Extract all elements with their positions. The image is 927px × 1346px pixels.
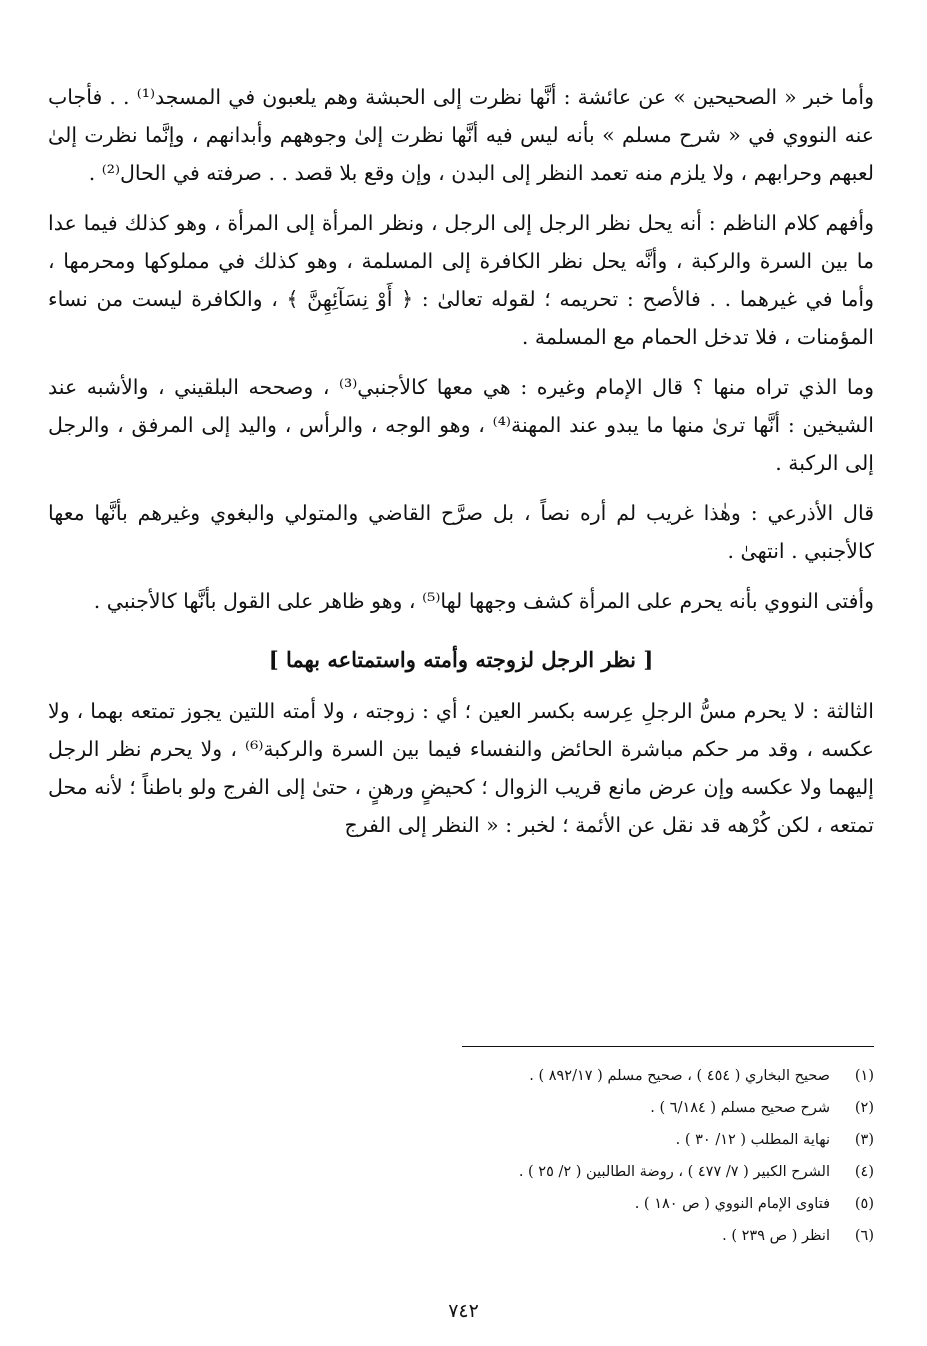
footnote-1: [374, 1060, 874, 1092]
footnote-text: شرح صحيح مسلم ( ٦/١٨٤ ) .: [650, 1100, 830, 1116]
footnotes: [374, 1060, 874, 1252]
footnote-text: فتاوى الإمام النووي ( ص ١٨٠ ) .: [634, 1196, 830, 1212]
footnote-text: صحيح البخاري ( ٤٥٤ ) ، صحيح مسلم ( ٨٩٢/١٧ ) .: [529, 1068, 830, 1084]
footnote-divider: [462, 1046, 874, 1047]
footnote-5: [374, 1188, 874, 1220]
footnote-number: (٦): [854, 1228, 874, 1244]
paragraph-3: وما الذي تراه منها ؟ قال الإمام وغيره : هي معها كالأجنبي⁽³⁾ ، وصححه البلقيني ، والأشبه عند الشيخين : أنَّها ترىٰ منها ما يبدو عند المهنة⁽⁴⁾ ، وهو الوجه ، والرأس ، واليد إلى المرفق ، والرجل إلى الركبة .: [48, 375, 874, 475]
footnote-3: [374, 1124, 874, 1156]
footnote-number: (٣): [854, 1132, 874, 1148]
paragraph-4: قال الأذرعي : وهٰذا غريب لم أره نصاً ، بل صرَّح القاضي والمتولي والبغوي وغيرهم بأنَّها معها كالأجنبي . انتهىٰ .: [48, 501, 874, 563]
paragraph-5: وأفتى النووي بأنه يحرم على المرأة كشف وجهها لها⁽⁵⁾ ، وهو ظاهر على القول بأنَّها كالأجنبي .: [93, 589, 874, 613]
section-heading: [ نظر الرجل لزوجته وأمته واستمتاعه بهما ]: [268, 647, 654, 672]
footnote-number: (١): [854, 1068, 874, 1084]
paragraph-6: الثالثة : لا يحرم مسُّ الرجلِ عِرسه بكسر العين ؛ أي : زوجته ، ولا أمته اللتين يجوز تمتعه بهما ، ولا عكسه ، وقد مر حكم مباشرة الحائض والنفساء فيما بين السرة والركبة⁽⁶⁾ ، ولا يحرم نظر الرجل إليهما ولا عكسه وإن عرض مانع قريب الزوال ؛ كحيضٍ ورهنٍ ، حتىٰ إلى الفرج ولو باطناً ؛ لأنه محل تمتعه ، لكن كُرْهه قد نقل عن الأئمة ؛ لخبر : « النظر إلى الفرج: [48, 699, 874, 837]
footnote-number: (٤): [854, 1164, 874, 1180]
footnote-text: الشرح الكبير ( ٧/ ٤٧٧ ) ، روضة الطالبين ( ٢/ ٢٥ ) .: [518, 1164, 830, 1180]
footnote-number: (٥): [854, 1196, 874, 1212]
footnote-text: انظر ( ص ٢٣٩ ) .: [722, 1228, 830, 1244]
footnote-text: نهاية المطلب ( ١٢/ ٣٠ ) .: [675, 1132, 830, 1148]
page-body: [48, 78, 874, 856]
footnote-2: [374, 1092, 874, 1124]
footnote-number: (٢): [854, 1100, 874, 1116]
paragraph-2: وأفهم كلام الناظم : أنه يحل نظر الرجل إلى الرجل ، ونظر المرأة إلى المرأة ، وهو كذلك فيما عدا ما بين السرة والركبة ، وأنَّه يحل نظر الكافرة إلى المسلمة ، وهو كذلك في مملوكها ومحرمها ، وأما في غيرهما . . فالأصح : تحريمه ؛ لقوله تعالىٰ : ﴿ أَوْ نِسَآئِهِنَّ ﴾ ، والكافرة ليست من نساء المؤمنات ، فلا تدخل الحمام مع المسلمة .: [48, 211, 874, 349]
footnote-6: [374, 1220, 874, 1252]
paragraph-1: وأما خبر « الصحيحين » عن عائشة : أنَّها نظرت إلى الحبشة وهم يلعبون في المسجد⁽¹⁾ . . فأجاب عنه النووي في « شرح مسلم » بأنه ليس فيه أنَّها نظرت إلىٰ وجوههم وأبدانهم ، وإنَّما نظرت إلىٰ لعبهم وحرابهم ، ولا يلزم منه تعمد النظر إلى البدن ، وإن وقع بلا قصد . . صرفته في الحال⁽²⁾ .: [48, 85, 874, 185]
page-number: ٧٤٢: [448, 1300, 479, 1322]
footnote-4: [374, 1156, 874, 1188]
